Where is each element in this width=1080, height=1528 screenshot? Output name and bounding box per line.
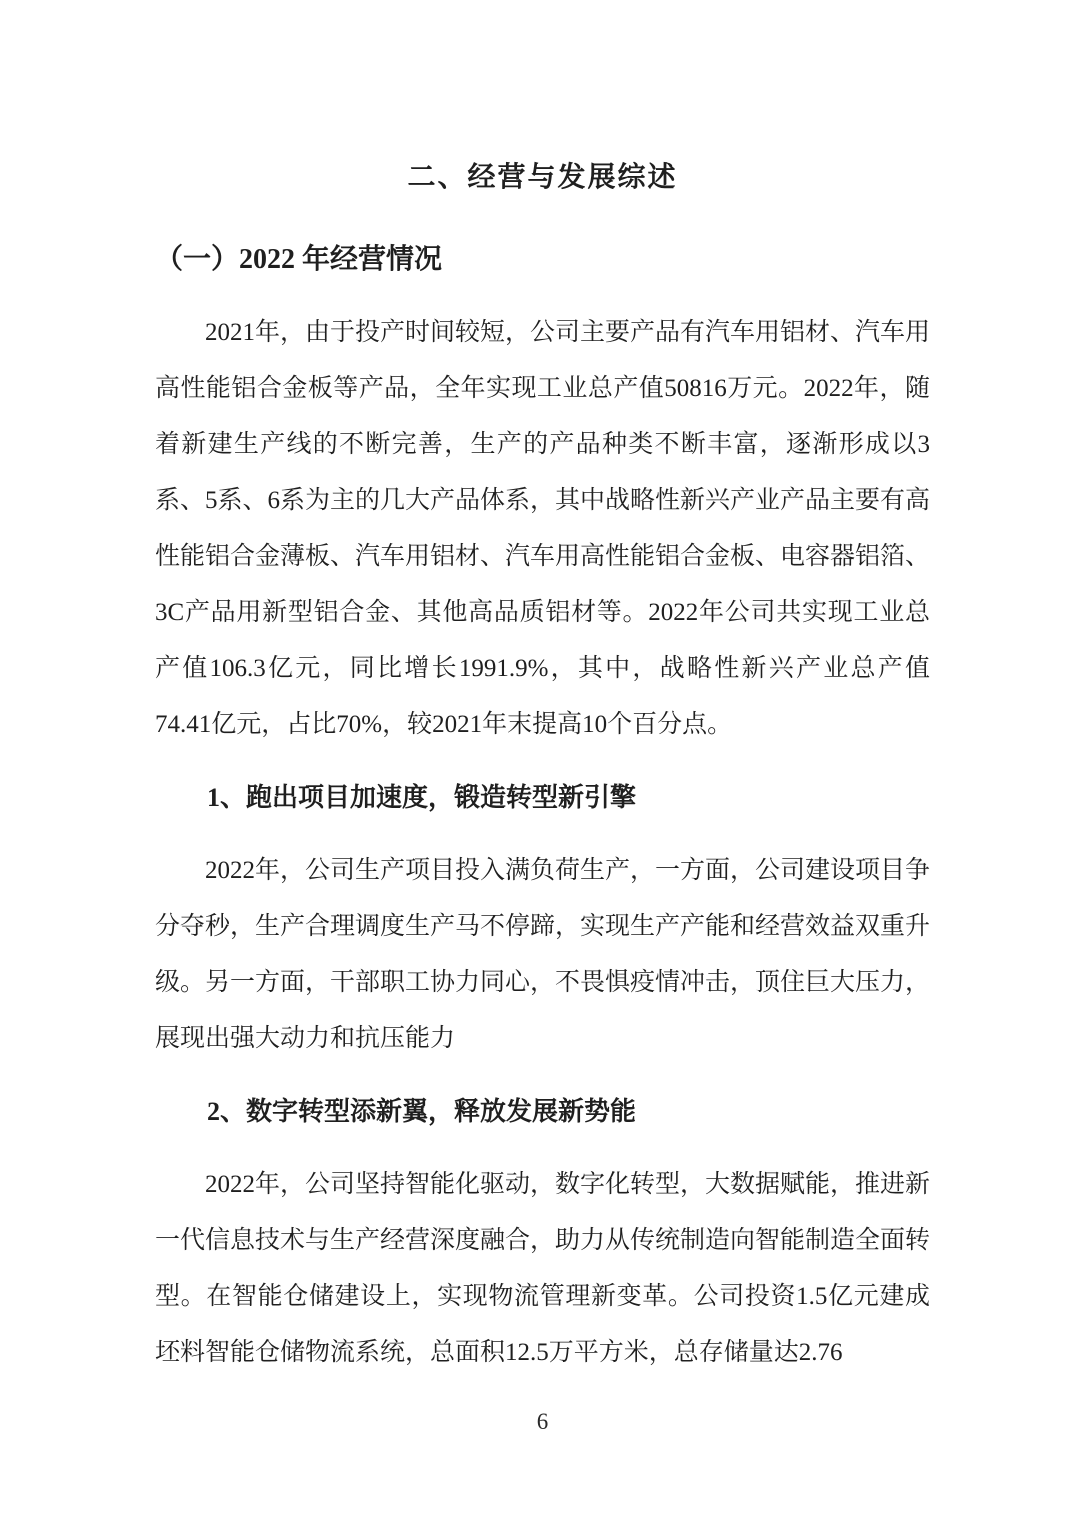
subsection-2-heading: 2、数字转型添新翼，释放发展新势能 bbox=[207, 1097, 637, 1126]
document-title: 二、经营与发展综述 bbox=[407, 162, 678, 193]
page-number: 6 bbox=[536, 1409, 549, 1434]
document-content bbox=[155, 150, 930, 1437]
subsection-1-paragraph: 2022年，公司生产项目投入满负荷生产，一方面，公司建设项目争分夺秒，生产合理调度生产马不停蹄，实现生产产能和经营效益双重升级。另一方面，干部职工协力同心，不畏惧疫情冲击，顶住巨大压力，展现出强大动力和抗压能力 bbox=[155, 857, 931, 1052]
subsection-2-paragraph: 2022年，公司坚持智能化驱动，数字化转型，大数据赋能，推进新一代信息技术与生产经营深度融合，助力从传统制造向智能制造全面转型。在智能仓储建设上，实现物流管理新变革。公司投资1.5亿元建成坯料智能仓储物流系统，总面积12.5万平方米，总存储量达2.76 bbox=[155, 1171, 931, 1366]
section-heading-2022-operations: （一）2022 年经营情况 bbox=[155, 244, 443, 275]
subsection-1-heading: 1、跑出项目加速度，锻造转型新引擎 bbox=[207, 783, 637, 812]
intro-paragraph: 2021年，由于投产时间较短，公司主要产品有汽车用铝材、汽车用高性能铝合金板等产品，全年实现工业总产值50816万元。2022年，随着新建生产线的不断完善，生产的产品种类不断丰富，逐渐形成以3系、5系、6系为主的几大产品体系，其中战略性新兴产业产品主要有高性能铝合金薄板、汽车用铝材、汽车用高性能铝合金板、电容器铝箔、3C产品用新型铝合金、其他高品质铝材等。2022年公司共实现工业总产值106.3亿元，同比增长1991.9%，其中，战略性新兴产业总产值74.41亿元，占比70%，较2021年末提高10个百分点。 bbox=[155, 319, 931, 738]
